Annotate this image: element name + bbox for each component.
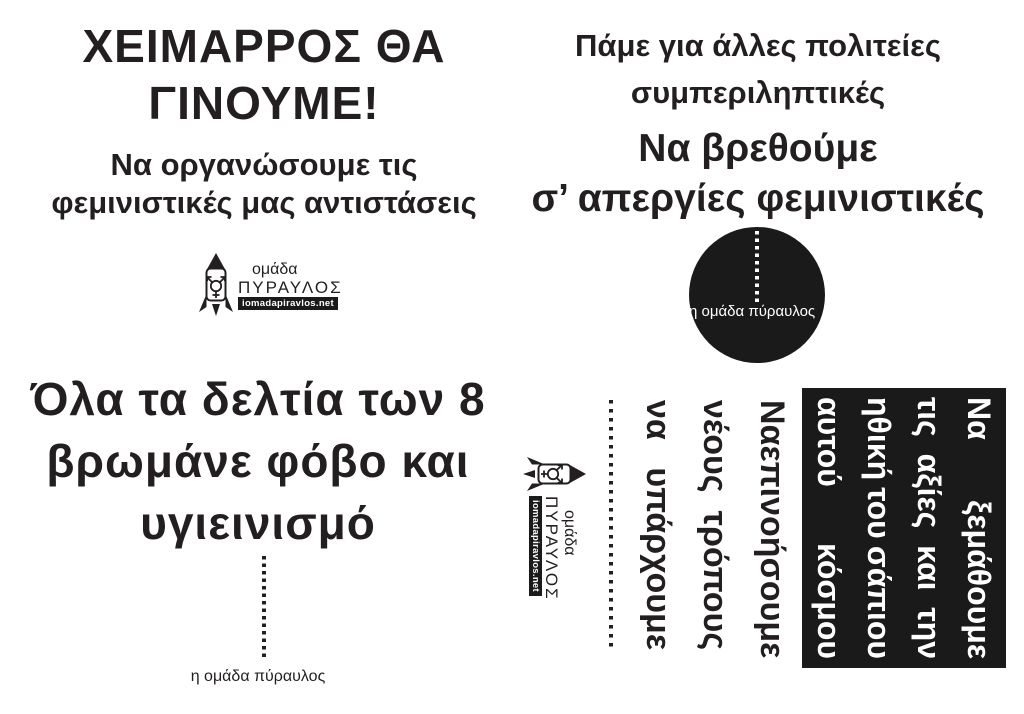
title-line: Να βρεθούμε [638,127,878,170]
dotted-line [262,556,266,660]
rocket-icon [198,252,234,318]
blackbox-line: ηθική του σάπιου [861,397,897,659]
title-line: υγιεινισμό [140,497,376,549]
subtitle-line: φεμινιστικές μας αντιστάσεις [51,185,477,220]
blackbox-line: Να ξεμάθουμε [961,397,997,659]
subtitle-line: Να οργανώσουμε τις [110,147,418,182]
logo-name-small: ομάδα [561,510,578,556]
poster-title [6,18,522,132]
poster-rotated-blackbox [802,388,1006,668]
title-line: να υπάρχουμε [639,400,677,650]
circle-stamp [689,227,825,363]
intro-line: συμπεριληπτικές [630,75,886,110]
blackbox-line: τις αξίες και την [911,397,947,659]
logo-name-small: ομάδα [252,261,298,278]
dotted-line [609,400,613,648]
title-line: Όλα τα δελτία των 8 [30,373,486,425]
poster-subtitle [6,146,522,222]
logo-url-badge: iomadapiravlos.net [238,297,338,310]
title-line: ΧΕΙΜΑΡΡΟΣ ΘΑ [82,20,446,72]
poster-title [512,124,1004,224]
logo-name-caps: ΠΥΡΑΥΛΟΣ [542,496,561,601]
logo-url-badge: iomadapiravlos.net [529,496,542,596]
logo-text [238,261,343,310]
dotted-line [755,231,759,303]
circle-signature: η ομάδα πύραυλος [689,303,816,320]
title-line: σ’ απεργίες φεμινιστικές [531,177,985,220]
poster-bottom-left [0,360,516,714]
title-line: ΓΙΝΟΥΜΕ! [148,77,380,129]
title-line: βρωμάνε φόβο και [46,435,470,487]
rocket-logo [521,456,587,650]
intro-line: Πάμε για άλλες πολιτείες [575,28,941,63]
poster-top-right [512,0,1004,380]
rocket-logo [198,252,343,318]
poster-title [0,368,516,554]
rocket-icon [521,456,587,492]
logo-text [529,496,578,601]
blackbox-line: αυτού κόσμου [811,397,847,659]
poster-rotated-invent [515,382,800,712]
signature: η ομάδα πύραυλος [190,668,326,685]
logo-name-caps: ΠΥΡΑΥΛΟΣ [238,278,343,297]
poster-intro [512,22,1004,116]
title-line: νέους τρόπους [696,400,734,650]
title-line: Να επινοήσουμε [753,400,791,659]
rotated-poster-content [521,400,800,659]
